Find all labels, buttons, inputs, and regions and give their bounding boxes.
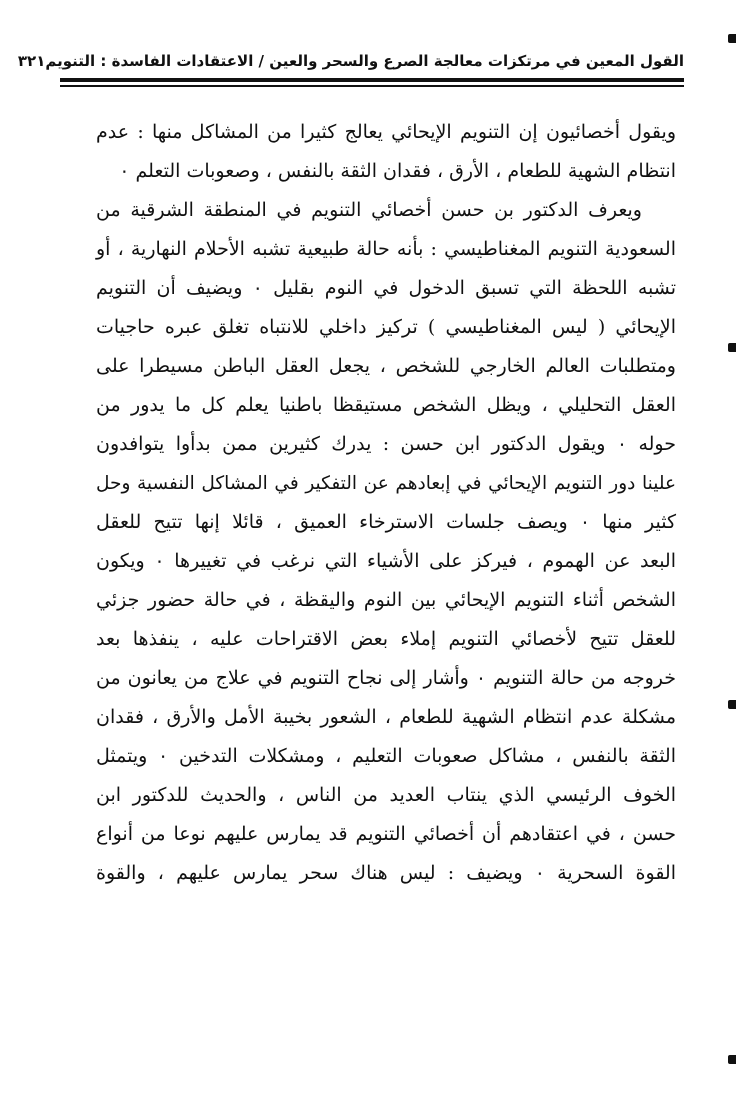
text-line: القوة السحرية ٠ ويضيف : ليس هناك سحر يمارس عليهم ، والقوة — [96, 862, 676, 884]
text-line: تشبه اللحظة التي تسبق الدخول في النوم بقليل ٠ ويضيف أن التنويم — [96, 277, 677, 299]
text-line: حسن ، في اعتقادهم أن أخصائي التنويم قد يمارس عليهم نوعا من أنواع — [96, 823, 676, 845]
text-line: كثير منها ٠ ويصف جلسات الاسترخاء العميق ، قائلا إنها تتيح للعقل — [96, 511, 676, 533]
text-line: الخوف الرئيسي الذي ينتاب العديد من الناس ، والحديث للدكتور ابن — [96, 784, 676, 806]
text-line: السعودية التنويم المغناطيسي : بأنه حالة طبيعية تشبه الأحلام النهارية ، أو — [96, 238, 676, 260]
text-line: مشكلة عدم انتظام الشهية للطعام ، الشعور بخيبة الأمل والأرق ، فقدان — [96, 706, 676, 728]
running-header — [17, 40, 684, 70]
header-rule-thin — [60, 85, 684, 87]
binding-mark — [728, 700, 736, 709]
body-text — [96, 113, 676, 893]
text-line: الشخص أثناء التنويم الإيحائي بين النوم واليقظة ، في حالة حضور جزئي — [96, 589, 676, 611]
text-line: العقل التحليلي ، ويظل الشخص مستيقظا باطنيا يعلم كل ما يدور من — [96, 394, 676, 416]
text-line: حوله ٠ ويقول الدكتور ابن حسن : يدرك كثيرين ممن بدأوا يتوافدون — [96, 433, 676, 455]
binding-mark — [728, 1055, 736, 1064]
text-line: ويعرف الدكتور بن حسن أخصائي التنويم في المنطقة الشرقية من — [96, 199, 642, 221]
text-line: انتظام الشهية للطعام ، الأرق ، فقدان الثقة بالنفس ، وصعوبات التعلم ٠ — [119, 160, 676, 182]
text-line: الثقة بالنفس ، مشاكل صعوبات التعليم ، ومشكلات التدخين ٠ ويتمثل — [96, 745, 676, 767]
text-line: خروجه من حالة التنويم ٠ وأشار إلى نجاح التنويم في علاج من يعانون من — [96, 667, 676, 689]
text-line: ومتطلبات العالم الخارجي للشخص ، يجعل العقل الباطن مسيطرا على — [96, 355, 676, 377]
text-line: للعقل تتيح لأخصائي التنويم إملاء بعض الاقتراحات عليه ، ينفذها بعد — [96, 628, 676, 650]
header-rule-thick — [60, 78, 684, 82]
binding-mark — [728, 34, 736, 43]
binding-mark — [728, 343, 736, 352]
text-line: البعد عن الهموم ، فيركز على الأشياء التي نرغب في تغييرها ٠ ويكون — [96, 550, 676, 572]
text-line: ويقول أخصائيون إن التنويم الإيحائي يعالج كثيرا من المشاكل منها : عدم — [96, 121, 676, 143]
running-title: القول المعين في مرتكزات معالجة الصرع والسحر والعين / الاعتقادات الفاسدة : التنويم — [45, 52, 684, 70]
page-number: ٣٢١ — [17, 52, 46, 70]
text-line: علينا دور التنويم الإيحائي في إبعادهم عن التفكير في المشاكل النفسية وحل — [96, 473, 676, 494]
text-line: الإيحائي ( ليس المغناطيسي ) تركيز داخلي للانتباه تغلق عبره حاجيات — [96, 316, 676, 338]
